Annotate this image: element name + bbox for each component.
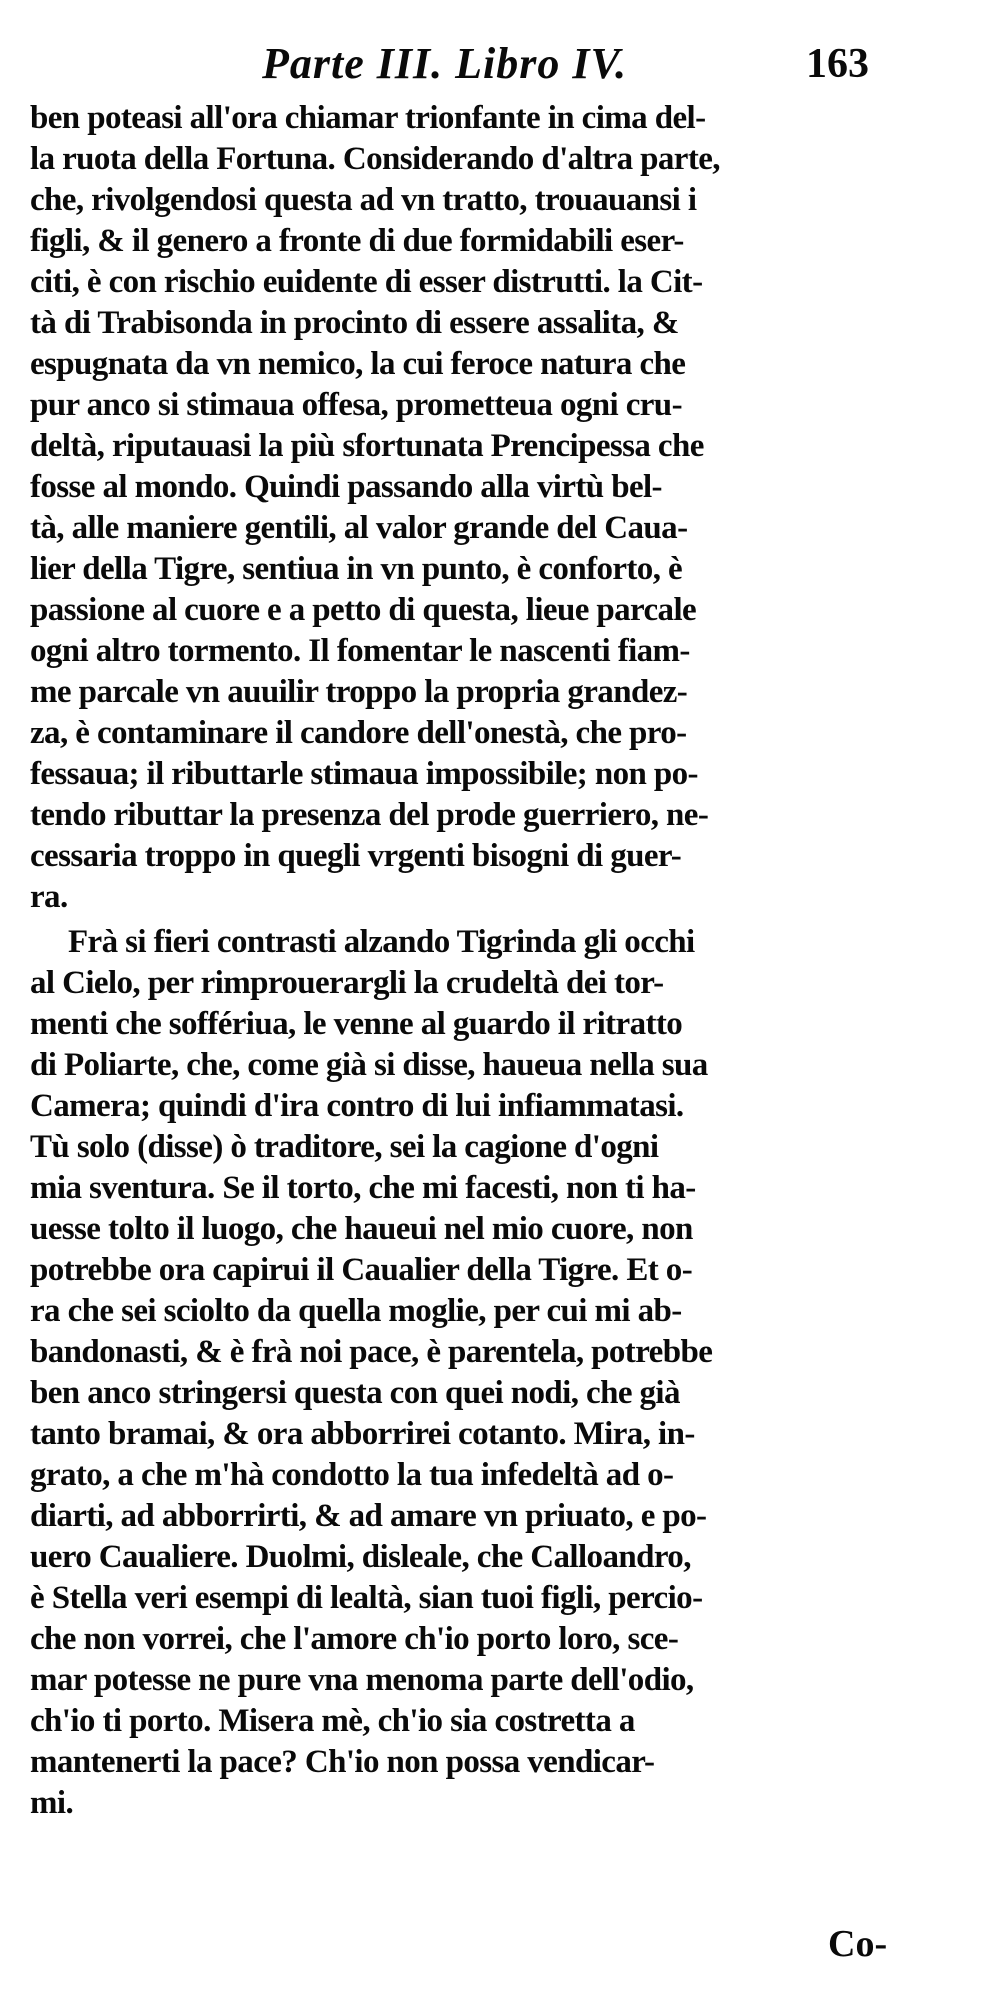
- text-line: passione al cuore e a petto di questa, lieue parcale: [30, 592, 697, 628]
- text-line: uero Caualiere. Duolmi, disleale, che Calloandro,: [30, 1539, 691, 1575]
- text-line: diarti, ad abborrirti, & ad amare vn priuato, e po-: [30, 1498, 707, 1534]
- text-line: Tù solo (disse) ò traditore, sei la cagione d'ogni: [30, 1129, 659, 1165]
- text-line: citi, è con rischio euidente di esser distrutti. la Cit-: [30, 264, 703, 300]
- text-line: lier della Tigre, sentiua in vn punto, è conforto, è: [30, 551, 683, 587]
- text-line: di Poliarte, che, come già si disse, haueua nella sua: [30, 1047, 708, 1083]
- text-line: grato, a che m'hà condotto la tua infedeltà ad o-: [30, 1457, 674, 1493]
- text-line: ben poteasi all'ora chiamar trionfante in cima del-: [30, 100, 706, 136]
- text-line: che non vorrei, che l'amore ch'io porto loro, sce-: [30, 1621, 679, 1657]
- text-line: potrebbe ora capirui il Caualier della Tigre. Et o-: [30, 1252, 693, 1288]
- text-line: mar potesse ne pure vna menoma parte dell'odio,: [30, 1662, 694, 1698]
- text-line: tà di Trabisonda in procinto di essere assalita, &: [30, 305, 679, 341]
- text-line: mantenerti la pace? Ch'io non possa vendicar-: [30, 1744, 655, 1780]
- page-header: [0, 38, 1000, 98]
- text-line: deltà, riputauasi la più sfortunata Prencipessa che: [30, 428, 704, 464]
- catchword: Co-: [828, 1923, 888, 1965]
- text-line: cessaria troppo in quegli vrgenti bisogni di guer-: [30, 838, 682, 874]
- text-line: mia sventura. Se il torto, che mi facesti, non ti ha-: [30, 1170, 696, 1206]
- text-line: tanto bramai, & ora abborrirei cotanto. Mira, in-: [30, 1416, 695, 1452]
- text-line: uesse tolto il luogo, che haueui nel mio cuore, non: [30, 1211, 693, 1247]
- running-title: Parte III. Libro IV.: [262, 39, 628, 88]
- text-line: ra.: [30, 879, 68, 915]
- text-line: za, è contaminare il candore dell'onestà, che pro-: [30, 715, 687, 751]
- body-text: [30, 98, 940, 1824]
- text-line: tà, alle maniere gentili, al valor grande del Caua-: [30, 510, 688, 546]
- text-line: Camera; quindi d'ira contro di lui infiammatasi.: [30, 1088, 684, 1124]
- text-line: pur anco si stimaua offesa, prometteua ogni cru-: [30, 387, 682, 423]
- text-line: espugnata da vn nemico, la cui feroce natura che: [30, 346, 686, 382]
- text-line: che, rivolgendosi questa ad vn tratto, trouauansi i: [30, 182, 697, 218]
- text-line: ch'io ti porto. Misera mè, ch'io sia costretta a: [30, 1703, 635, 1739]
- text-line: ra che sei sciolto da quella moglie, per cui mi ab-: [30, 1293, 682, 1329]
- page-number: 163: [806, 41, 869, 87]
- text-line: ben anco stringersi questa con quei nodi, che già: [30, 1375, 680, 1411]
- paragraph: [30, 98, 940, 918]
- text-line: menti che soffériua, le venne al guardo il ritratto: [30, 1006, 683, 1042]
- text-line: me parcale vn auuilir troppo la propria grandez-: [30, 674, 688, 710]
- text-line: tendo ributtar la presenza del prode guerriero, ne-: [30, 797, 709, 833]
- paragraph: [30, 922, 940, 1824]
- text-line: figli, & il genero a fronte di due formidabili eser-: [30, 223, 684, 259]
- text-line: al Cielo, per rimprouerargli la crudeltà dei tor-: [30, 965, 664, 1001]
- text-line: la ruota della Fortuna. Considerando d'altra parte,: [30, 141, 720, 177]
- text-line: è Stella veri esempi di lealtà, sian tuoi figli, percio-: [30, 1580, 703, 1616]
- text-line: mi.: [30, 1785, 74, 1821]
- text-line: fessaua; il ributtarle stimaua impossibile; non po-: [30, 756, 698, 792]
- text-line: fosse al mondo. Quindi passando alla virtù bel-: [30, 469, 662, 505]
- text-line: bandonasti, & è frà noi pace, è parentela, potrebbe: [30, 1334, 713, 1370]
- text-line: Frà si fieri contrasti alzando Tigrinda gli occhi: [68, 924, 695, 960]
- text-line: ogni altro tormento. Il fomentar le nascenti fiam-: [30, 633, 690, 669]
